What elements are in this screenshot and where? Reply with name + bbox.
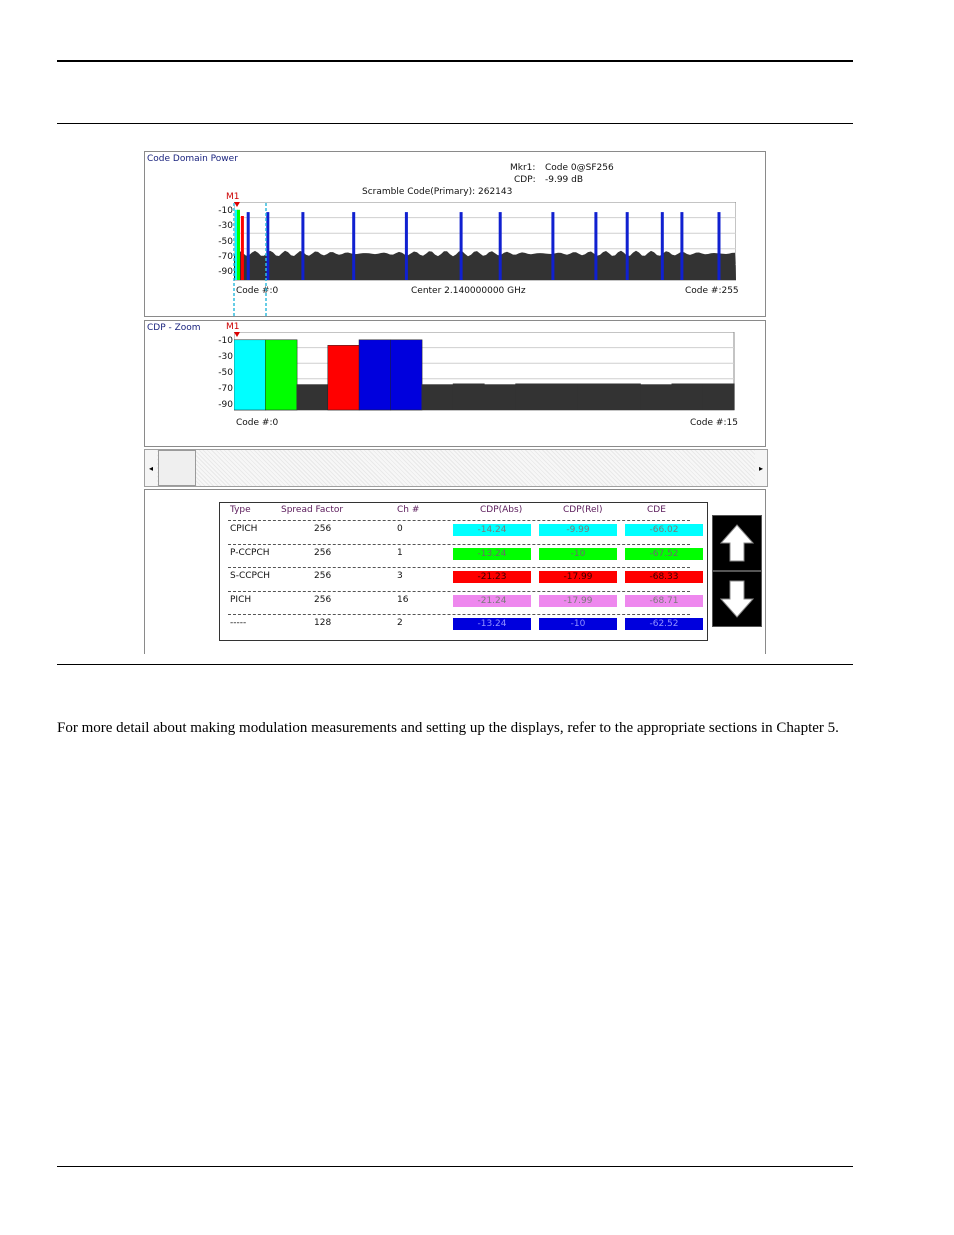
zoom-bar — [609, 384, 641, 411]
scroll-right-button[interactable]: ▸ — [755, 450, 767, 486]
header-spread-factor: Spread Factor — [281, 505, 344, 515]
cdp-value: -9.99 dB — [545, 175, 584, 185]
cell-type: ----- — [230, 618, 247, 628]
top-rule — [57, 60, 853, 62]
y-tick: -50 — [218, 237, 233, 247]
channel-table-panel — [144, 489, 766, 654]
body-paragraph: For more detail about making modulation measurements and setting up the displays, refer to the appropriate sections in Chapter 5. — [57, 720, 839, 736]
y-tick: -10 — [218, 336, 233, 346]
cell-type: CPICH — [230, 524, 258, 534]
scroll-thumb[interactable] — [158, 450, 196, 486]
cell-cde: -68.71 — [625, 595, 703, 607]
zoom-bar — [390, 340, 422, 410]
x-axis-left-label: Code #:0 — [236, 418, 279, 428]
cell-type: PICH — [230, 594, 252, 605]
x-axis-right-label: Code #:255 — [685, 286, 739, 296]
cell-cdp-abs: -21.23 — [453, 571, 531, 583]
cell-cdp-rel: -10 — [539, 618, 617, 630]
zoom-bar — [515, 384, 547, 411]
cell-ch: 2 — [397, 618, 403, 628]
cell-cde: -68.33 — [625, 571, 703, 583]
zoom-connector — [144, 151, 766, 341]
zoom-bar — [484, 384, 516, 410]
y-tick: -30 — [218, 221, 233, 231]
cell-ch: 1 — [397, 547, 403, 558]
scroll-down-button[interactable] — [712, 571, 762, 627]
figure-top-rule — [57, 123, 853, 124]
row-separator — [228, 591, 690, 592]
cell-type: P-CCPCH — [230, 547, 270, 558]
row-separator — [228, 567, 690, 568]
panel-title: Code Domain Power — [147, 154, 238, 164]
cell-type: S-CCPCH — [230, 571, 271, 581]
zoom-bar — [547, 384, 579, 411]
x-axis-left-label: Code #:0 — [236, 286, 279, 296]
cell-cdp-abs: -14.24 — [453, 524, 531, 536]
cell-cdp-rel: -17.99 — [539, 571, 617, 583]
y-tick: -70 — [218, 252, 233, 262]
panel-title: CDP - Zoom — [147, 323, 201, 333]
y-tick: -50 — [218, 368, 233, 378]
zoom-bar — [672, 384, 704, 411]
x-axis-center-label: Center 2.140000000 GHz — [411, 286, 526, 296]
cell-ch: 3 — [397, 571, 403, 581]
marker-tag: M1 — [226, 192, 240, 202]
cell-cdp-abs: -13.24 — [453, 548, 531, 560]
y-tick: -90 — [218, 400, 233, 410]
cell-cdp-abs: -21.24 — [453, 595, 531, 607]
cell-ch: 0 — [397, 524, 403, 534]
x-axis-right-label: Code #:15 — [690, 418, 738, 428]
zoom-bar — [703, 384, 735, 411]
header-cde: CDE — [647, 505, 666, 515]
zoom-bar — [265, 340, 297, 410]
cell-spread-factor: 256 — [314, 594, 332, 605]
arrow-down-icon — [713, 572, 761, 626]
header-cdp-abs: CDP(Abs) — [480, 505, 523, 515]
zoom-bar — [640, 384, 672, 410]
footer-rule — [57, 1166, 853, 1167]
zoom-bar — [422, 384, 454, 410]
arrow-up-icon — [713, 516, 761, 570]
zoom-bar — [359, 340, 391, 410]
cdp-zoom-panel — [144, 320, 766, 447]
cdp-screen — [144, 151, 766, 653]
marker-value: Code 0@SF256 — [545, 163, 614, 173]
channel-table — [219, 502, 708, 641]
header-ch: Ch # — [397, 505, 420, 515]
cell-cde: -66.02 — [625, 524, 703, 536]
cell-cdp-abs: -13.24 — [453, 618, 531, 630]
cell-cdp-rel: -17.99 — [539, 595, 617, 607]
cell-spread-factor: 256 — [314, 571, 332, 581]
figure-bottom-rule — [57, 664, 853, 665]
scroll-left-button[interactable]: ◂ — [145, 450, 157, 486]
header-cdp-rel: CDP(Rel) — [563, 505, 603, 515]
row-separator — [228, 520, 690, 521]
cell-spread-factor: 256 — [314, 547, 332, 558]
marker-label: Mkr1: — [510, 163, 536, 173]
cell-cde: -62.52 — [625, 618, 703, 630]
zoom-bar — [328, 345, 360, 410]
zoom-bar — [453, 384, 485, 411]
cell-spread-factor: 256 — [314, 524, 332, 534]
scroll-up-button[interactable] — [712, 515, 762, 571]
scramble-code: Scramble Code(Primary): 262143 — [362, 187, 513, 197]
cell-spread-factor: 128 — [314, 618, 332, 628]
y-tick: -10 — [218, 206, 233, 216]
zoom-bar — [578, 384, 610, 411]
y-tick: -90 — [218, 267, 233, 277]
cell-cdp-rel: -10 — [539, 548, 617, 560]
zoom-bar — [297, 384, 329, 410]
y-tick: -30 — [218, 352, 233, 362]
cdp-zoom-plot[interactable] — [234, 332, 736, 416]
zoom-bar — [234, 340, 266, 410]
horizontal-scrollbar[interactable] — [144, 449, 768, 487]
row-separator — [228, 544, 690, 545]
row-separator — [228, 614, 690, 615]
cdp-label: CDP: — [514, 175, 536, 185]
cell-ch: 16 — [397, 594, 409, 605]
cell-cdp-rel: -9.99 — [539, 524, 617, 536]
y-tick: -70 — [218, 384, 233, 394]
marker-tag: M1 — [226, 322, 240, 332]
header-type: Type — [230, 505, 251, 515]
cell-cde: -67.52 — [625, 548, 703, 560]
